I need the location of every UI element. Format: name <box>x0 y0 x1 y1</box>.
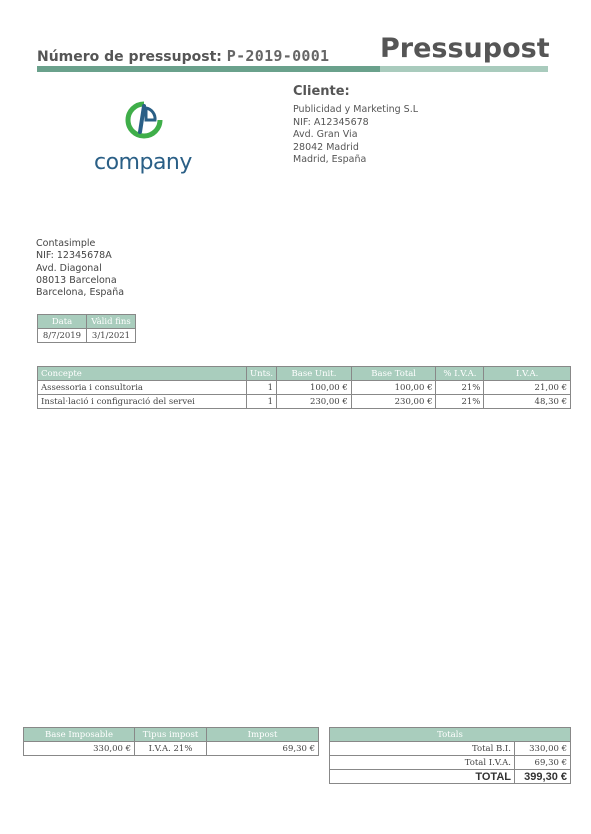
taxable-base-header: Base Imposable <box>24 728 135 742</box>
document-title: Pressupost <box>380 33 550 64</box>
date-value: 8/7/2019 <box>38 329 87 343</box>
date-header: Data <box>38 315 87 329</box>
client-name: Publicidad y Marketing S.L <box>293 104 419 115</box>
table-row <box>38 381 571 395</box>
tax-type-header: Tipus impost <box>135 728 207 742</box>
row-unit-base: 100,00 € <box>277 381 352 395</box>
company-logo-text: company <box>94 150 192 175</box>
units-header: Unts. <box>246 367 276 381</box>
total-vat-label: Total I.V.A. <box>330 756 515 770</box>
client-nif: NIF: A12345678 <box>293 116 369 128</box>
taxable-base-value: 330,00 € <box>24 742 135 756</box>
grand-total-value: 399,30 € <box>515 770 571 784</box>
total-base-header: Base Total <box>351 367 436 381</box>
row-total-base: 230,00 € <box>351 395 436 409</box>
valid-until-value: 3/1/2021 <box>87 329 136 343</box>
row-vat-amount: 48,30 € <box>484 395 571 409</box>
dates-table <box>37 314 136 343</box>
tax-amount-header: Impost <box>207 728 319 742</box>
totals-table <box>329 727 571 784</box>
budget-number-label <box>37 47 329 65</box>
row-vat-amount: 21,00 € <box>484 381 571 395</box>
row-vat-percent: 21% <box>436 395 484 409</box>
issuer-postal-city: 08013 Barcelona <box>36 274 117 286</box>
vat-amount-header: I.V.A. <box>484 367 571 381</box>
client-region: Madrid, España <box>293 154 367 165</box>
issuer-street: Avd. Diagonal <box>36 262 102 274</box>
tax-summary-table <box>23 727 319 756</box>
row-total-base: 100,00 € <box>351 381 436 395</box>
tax-amount-value: 69,30 € <box>207 742 319 756</box>
company-logo-mark-icon <box>124 100 164 140</box>
budget-number-caption: Número de pressupost: <box>37 49 222 65</box>
total-base-label: Total B.I. <box>330 742 515 756</box>
budget-number-value: P-2019-0001 <box>226 47 330 65</box>
client-address <box>293 104 418 167</box>
client-postal-city: 28042 Madrid <box>293 141 359 153</box>
client-heading: Cliente: <box>293 84 350 99</box>
total-base-value: 330,00 € <box>515 742 571 756</box>
total-vat-value: 69,30 € <box>515 756 571 770</box>
line-items-header-row <box>38 367 571 381</box>
client-street: Avd. Gran Via <box>293 129 358 140</box>
valid-until-header: Vàlid fins <box>87 315 136 329</box>
unit-base-header: Base Unit. <box>277 367 352 381</box>
grand-total-label: TOTAL <box>330 770 515 784</box>
company-logo <box>94 100 194 182</box>
table-row <box>38 395 571 409</box>
row-units: 1 <box>246 381 276 395</box>
totals-header: Totals <box>330 728 571 742</box>
row-unit-base: 230,00 € <box>277 395 352 409</box>
vat-percent-header: % I.V.A. <box>436 367 484 381</box>
row-units: 1 <box>246 395 276 409</box>
row-concept: Assessoria i consultoria <box>38 381 247 395</box>
issuer-name: Contasimple <box>36 238 96 249</box>
issuer-region: Barcelona, España <box>36 287 125 299</box>
header-rule-dark <box>37 66 380 72</box>
row-vat-percent: 21% <box>436 381 484 395</box>
line-items-table <box>37 366 571 409</box>
tax-type-value: I.V.A. 21% <box>135 742 207 756</box>
row-concept: Instal·lació i configuració del servei <box>38 395 247 409</box>
issuer-nif: NIF: 12345678A <box>36 250 112 262</box>
issuer-address <box>36 238 124 299</box>
concept-header: Concepte <box>38 367 247 381</box>
header-rule-light <box>380 66 548 72</box>
